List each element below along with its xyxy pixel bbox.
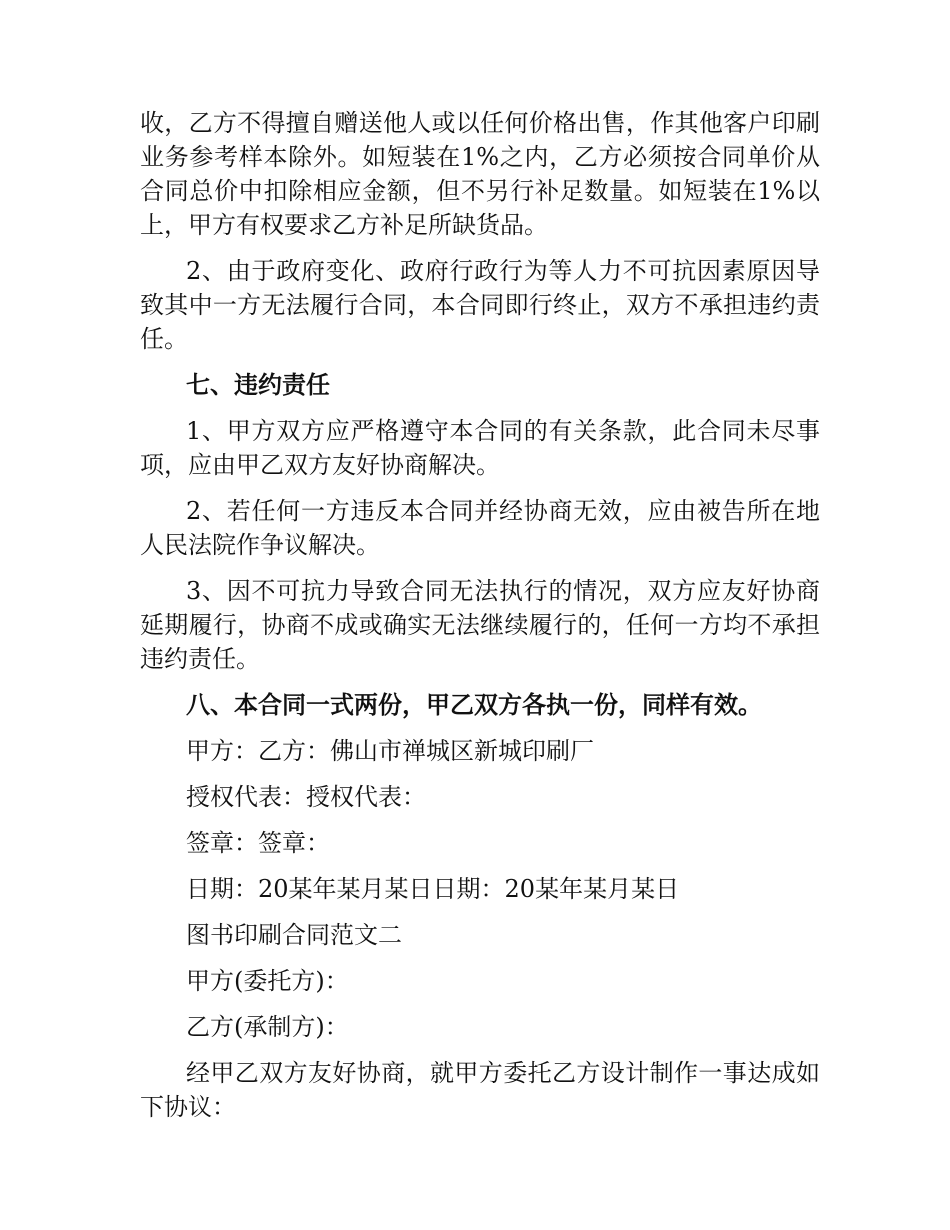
section-heading-breach: 七、违约责任 <box>186 370 330 399</box>
paragraph-agreement-intro: 经甲乙双方友好协商，就甲方委托乙方设计制作一事达成如下协议： <box>140 1059 820 1121</box>
signature-seals: 签章：签章： <box>186 829 330 857</box>
party-b-label: 乙方(承制方)： <box>186 1013 349 1041</box>
paragraph-breach-3: 3、因不可抗力导致合同无法执行的情况，双方应友好协商延期履行，协商不成或确实无法继续履行的，任何一方均不承担违约责任。 <box>140 577 820 673</box>
party-a-label: 甲方(委托方)： <box>186 967 349 995</box>
second-contract-title: 图书印刷合同范文二 <box>186 921 402 949</box>
paragraph-force-majeure: 2、由于政府变化、政府行政行为等人力不可抗因素原因导致其中一方无法履行合同，本合同即行终止，双方不承担违约责任。 <box>140 257 820 353</box>
signature-dates: 日期：20某年某月某日日期：20某年某月某日 <box>186 875 680 903</box>
section-heading-copies: 八、本合同一式两份，甲乙双方各执一份，同样有效。 <box>186 690 762 719</box>
document-body <box>140 106 820 1136</box>
signature-representatives: 授权代表：授权代表： <box>186 783 426 811</box>
paragraph-breach-2: 2、若任何一方违反本合同并经协商无效，应由被告所在地人民法院作争议解决。 <box>140 497 820 559</box>
paragraph-short-delivery: 收，乙方不得擅自赠送他人或以任何价格出售，作其他客户印刷业务参考样本除外。如短装在1%之内，乙方必须按合同单价从合同总价中扣除相应金额，但不另行补足数量。如短装在1%以上，甲方有权要求乙方补足所缺货品。 <box>140 109 820 239</box>
signature-parties: 甲方：乙方：佛山市禅城区新城印刷厂 <box>186 737 594 765</box>
paragraph-breach-1: 1、甲方双方应严格遵守本合同的有关条款，此合同未尽事项，应由甲乙双方友好协商解决。 <box>140 417 820 479</box>
